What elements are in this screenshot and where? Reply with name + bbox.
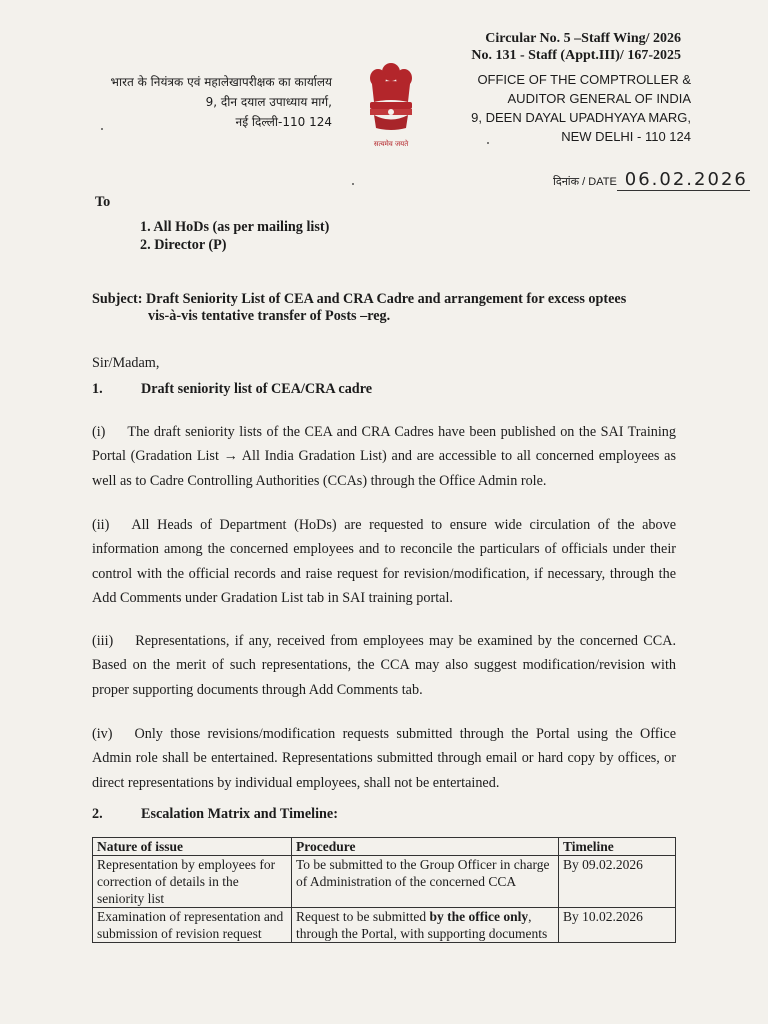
to-label: To [95, 194, 111, 210]
national-emblem-icon [356, 58, 426, 152]
scan-speck [101, 128, 103, 130]
subject-continuation: vis-à-vis tentative transfer of Posts –reg. [148, 308, 391, 324]
scan-speck [487, 142, 489, 144]
office-line: OFFICE OF THE COMPTROLLER & [477, 72, 691, 87]
section-number: 2. [92, 806, 103, 822]
table-cell: Representation by employees for correction of details in the seniority list [93, 856, 292, 908]
paragraph-number: (iv) [92, 726, 113, 742]
emblem-motto: सत्यमेव जयते [373, 140, 409, 148]
hindi-line: 9, दीन दयाल उपाध्याय मार्ग, [205, 95, 332, 109]
table-cell [292, 908, 559, 943]
office-line: AUDITOR GENERAL OF INDIA [507, 91, 691, 106]
paragraph [92, 722, 676, 795]
column-header: Procedure [292, 838, 559, 856]
table-cell: To be submitted to the Group Officer in charge of Administration of the concerned CCA [292, 856, 559, 908]
table-cell: Examination of representation and submission of revision request [93, 908, 292, 943]
paragraph-text: Only those revisions/modification requests submitted through the Portal using the Office Admin role shall be entertained. Representations submitted through email or hard copy by offices, or direct representations by individual employees, shall not be entertained. [92, 726, 676, 791]
office-address [455, 70, 691, 146]
circular-number: Circular No. 5 –Staff Wing/ 2026 [485, 31, 681, 46]
paragraph [92, 420, 676, 493]
section-heading: Escalation Matrix and Timeline: [141, 806, 338, 822]
paragraph-number: (ii) [92, 517, 110, 533]
table-row [93, 856, 676, 908]
scan-speck [352, 183, 354, 185]
recipient-item: 2. Director (P) [140, 237, 227, 253]
procedure-text: Request to be submitted [296, 909, 430, 924]
salutation: Sir/Madam, [92, 355, 160, 371]
circular-reference [471, 30, 681, 64]
procedure-emphasis: by the office only [429, 909, 529, 924]
column-header: Nature of issue [93, 838, 292, 856]
recipient-list [140, 218, 329, 254]
paragraph-number: (iii) [92, 633, 114, 649]
subject-line: Subject: Draft Seniority List of CEA and CRA Cadre and arrangement for excess optees [92, 291, 627, 307]
office-line: NEW DELHI - 110 124 [561, 129, 691, 144]
date-value: 06.02.2026 [617, 169, 750, 191]
file-number: No. 131 - Staff (Appt.III)/ 167-2025 [471, 48, 681, 63]
procedure-text: , through the Portal, with supporting documents [296, 909, 548, 941]
table-row [93, 908, 676, 943]
paragraph [92, 629, 676, 702]
paragraph-text: The draft seniority lists of the CEA and CRA Cadres have been published on the SAI Training Portal (Gradation List → All India Gradation List) and are accessible to all concerned employees as well as to Cadre Controlling Authorities (CCAs) through the Office Admin role. [92, 424, 676, 489]
paragraph [92, 513, 676, 610]
section-heading: Draft seniority list of CEA/CRA cadre [141, 381, 373, 397]
paragraph-number: (i) [92, 424, 106, 440]
table-cell: By 10.02.2026 [559, 908, 676, 943]
section-number: 1. [92, 381, 103, 397]
date-label: दिनांक / DATE [553, 176, 617, 188]
hindi-line: नई दिल्ली-110 124 [235, 115, 332, 129]
office-line: 9, DEEN DAYAL UPADHYAYA MARG, [471, 110, 691, 125]
escalation-matrix-table [92, 837, 676, 943]
table-header-row [93, 838, 676, 856]
paragraph-text: All Heads of Department (HoDs) are requested to ensure wide circulation of the above information among the concerned employees and to reconcile the particulars of officials under their control with the official records and raise request for revision/modification, if necessary, through the Add Comments under Gradation List tab in SAI training portal. [92, 517, 676, 606]
paragraph-text: Representations, if any, received from employees may be examined by the concerned CCA. Based on the merit of such representations, the CCA may also suggest modification/revision with proper supporting documents through Add Comments tab. [92, 633, 676, 698]
column-header: Timeline [559, 838, 676, 856]
hindi-line: भारत के नियंत्रक एवं महालेखापरीक्षक का कार्यालय [110, 75, 332, 89]
recipient-item: 1. All HoDs (as per mailing list) [140, 219, 330, 235]
table-cell: By 09.02.2026 [559, 856, 676, 908]
hindi-address [60, 72, 332, 132]
date-line [553, 169, 750, 190]
